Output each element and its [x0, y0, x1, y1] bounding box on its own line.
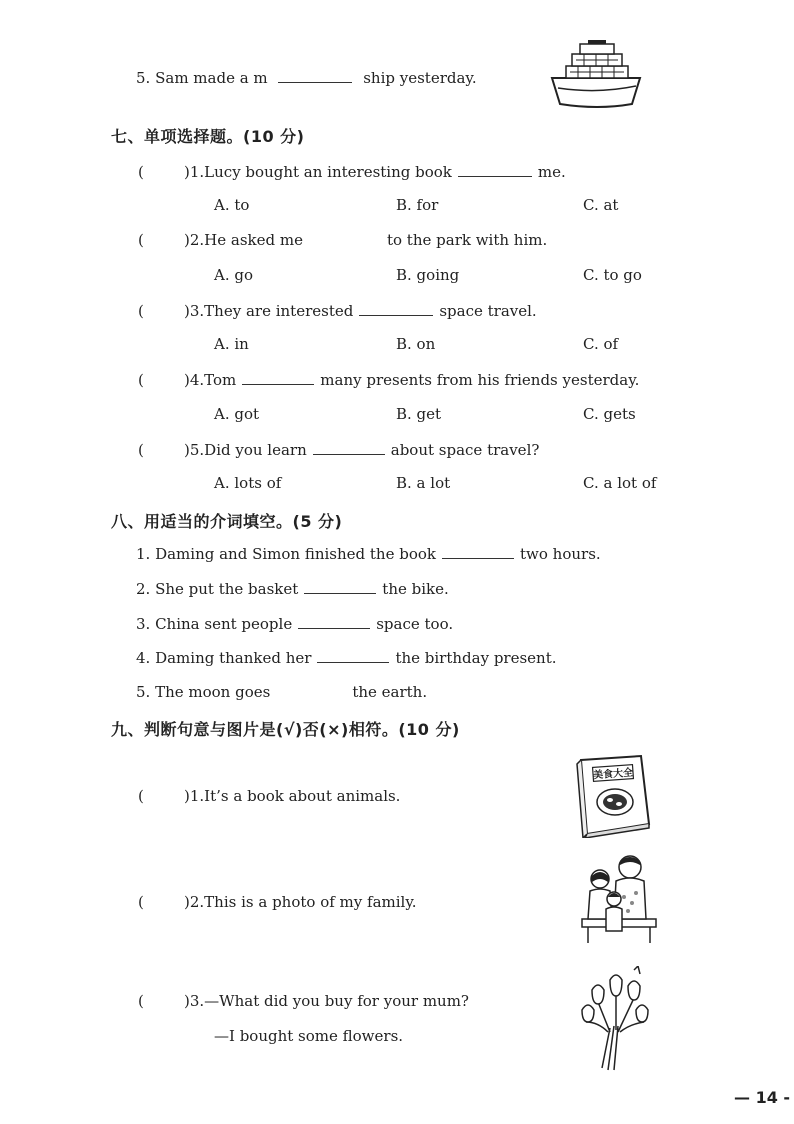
choice-option[interactable]: B. on	[396, 335, 436, 353]
question-text: This is a photo of my family.	[204, 893, 417, 911]
answer-blank[interactable]	[313, 440, 385, 455]
fill-question	[136, 579, 449, 598]
answer-paren-open[interactable]: (	[138, 231, 144, 249]
q6-item-5-after: ship yesterday.	[363, 69, 477, 87]
question-text-b: about space travel?	[390, 441, 540, 459]
family-photo-icon	[578, 853, 660, 945]
fill-text-a: 2. She put the basket	[136, 580, 299, 598]
q6-item-5	[136, 68, 477, 87]
question-text-b: many presents from his friends yesterday.	[320, 371, 640, 389]
question-text-b: me.	[537, 163, 566, 181]
question-text-a: Lucy bought an interesting book	[204, 163, 452, 181]
q6-item-5-num: 5.	[136, 69, 151, 87]
answer-blank[interactable]	[304, 579, 376, 594]
choice-option[interactable]: B. for	[396, 196, 439, 214]
answer-blank[interactable]	[278, 68, 352, 83]
answer-blank[interactable]	[317, 648, 389, 663]
answer-paren-open[interactable]: (	[138, 787, 144, 805]
question-number: )3.	[184, 302, 205, 320]
question-number: )3.	[184, 992, 205, 1010]
fill-text-b: the bike.	[382, 580, 449, 598]
fill-text-b: two hours.	[520, 545, 601, 563]
fill-text-b: the earth.	[352, 683, 428, 701]
choice-option[interactable]: A. go	[214, 266, 254, 284]
choice-option[interactable]: C. to go	[583, 266, 642, 284]
answer-paren-open[interactable]: (	[138, 992, 144, 1010]
question-number: )1.	[184, 787, 205, 805]
fill-question	[136, 544, 601, 563]
fill-text-a: 3. China sent people	[136, 615, 293, 633]
fill-text-a: 4. Daming thanked her	[136, 649, 312, 667]
answer-paren-open[interactable]: (	[138, 441, 144, 459]
question-number: )1.	[184, 163, 205, 181]
choice-option[interactable]: A. in	[214, 335, 249, 353]
flowers-icon	[578, 966, 652, 1072]
question-text: —What did you buy for your mum?	[204, 992, 469, 1010]
question-text-a: Did you learn	[204, 441, 307, 459]
choice-option[interactable]: C. a lot of	[583, 474, 657, 492]
answer-paren-open[interactable]: (	[138, 163, 144, 181]
question-text-b: to the park with him.	[386, 231, 548, 249]
judge-question	[138, 992, 469, 1010]
choice-option[interactable]: A. to	[214, 196, 250, 214]
question-number: )2.	[184, 231, 205, 249]
answer-blank[interactable]	[298, 614, 370, 629]
choice-option[interactable]: C. of	[583, 335, 619, 353]
question-number: )5.	[184, 441, 205, 459]
fill-text-a: 1. Daming and Simon finished the book	[136, 545, 436, 563]
answer-blank[interactable]	[359, 301, 433, 316]
choice-option[interactable]: A. got	[214, 405, 260, 423]
question-text: It’s a book about animals.	[204, 787, 401, 805]
choice-question	[138, 162, 566, 181]
choice-option[interactable]: A. lots of	[214, 474, 282, 492]
answer-blank[interactable]	[242, 370, 314, 385]
recipe-book-icon	[573, 754, 655, 838]
choice-option[interactable]: C. at	[583, 196, 619, 214]
fill-text-b: space too.	[376, 615, 454, 633]
choice-option[interactable]: B. get	[396, 405, 442, 423]
fill-question	[136, 683, 427, 701]
page-number: — 14 -	[734, 1088, 791, 1107]
judge-question	[138, 787, 400, 805]
answer-paren-open[interactable]: (	[138, 371, 144, 389]
choice-question	[138, 440, 539, 459]
fill-text-b: the birthday present.	[395, 649, 557, 667]
question-text-a: Tom	[204, 371, 237, 389]
question-text-b: space travel.	[439, 302, 537, 320]
question-text-line2: —I bought some flowers.	[214, 1027, 404, 1045]
fill-text-a: 5. The moon goes	[136, 683, 271, 701]
question-text-a: He asked me	[204, 231, 303, 249]
judge-question	[138, 893, 417, 911]
answer-blank[interactable]	[442, 544, 514, 559]
book-cover-text: 美食大全	[592, 767, 634, 782]
answer-paren-open[interactable]: (	[138, 302, 144, 320]
section-9-title: 九、判断句意与图片是(√)否(×)相符。(10 分)	[111, 720, 460, 739]
question-number: )2.	[184, 893, 205, 911]
ship-icon	[548, 40, 644, 110]
choice-option[interactable]: C. gets	[583, 405, 636, 423]
choice-option[interactable]: B. going	[396, 266, 460, 284]
fill-question	[136, 614, 453, 633]
choice-question	[138, 231, 547, 249]
question-text-a: They are interested	[204, 302, 354, 320]
choice-question	[138, 301, 537, 320]
section-8-title: 八、用适当的介词填空。(5 分)	[111, 512, 343, 531]
section-7-title: 七、单项选择题。(10 分)	[111, 127, 305, 146]
choice-question	[138, 370, 639, 389]
answer-blank[interactable]	[458, 162, 532, 177]
choice-option[interactable]: B. a lot	[396, 474, 451, 492]
question-number: )4.	[184, 371, 205, 389]
fill-question	[136, 648, 557, 667]
answer-paren-open[interactable]: (	[138, 893, 144, 911]
q6-item-5-before: Sam made a m	[155, 69, 268, 87]
